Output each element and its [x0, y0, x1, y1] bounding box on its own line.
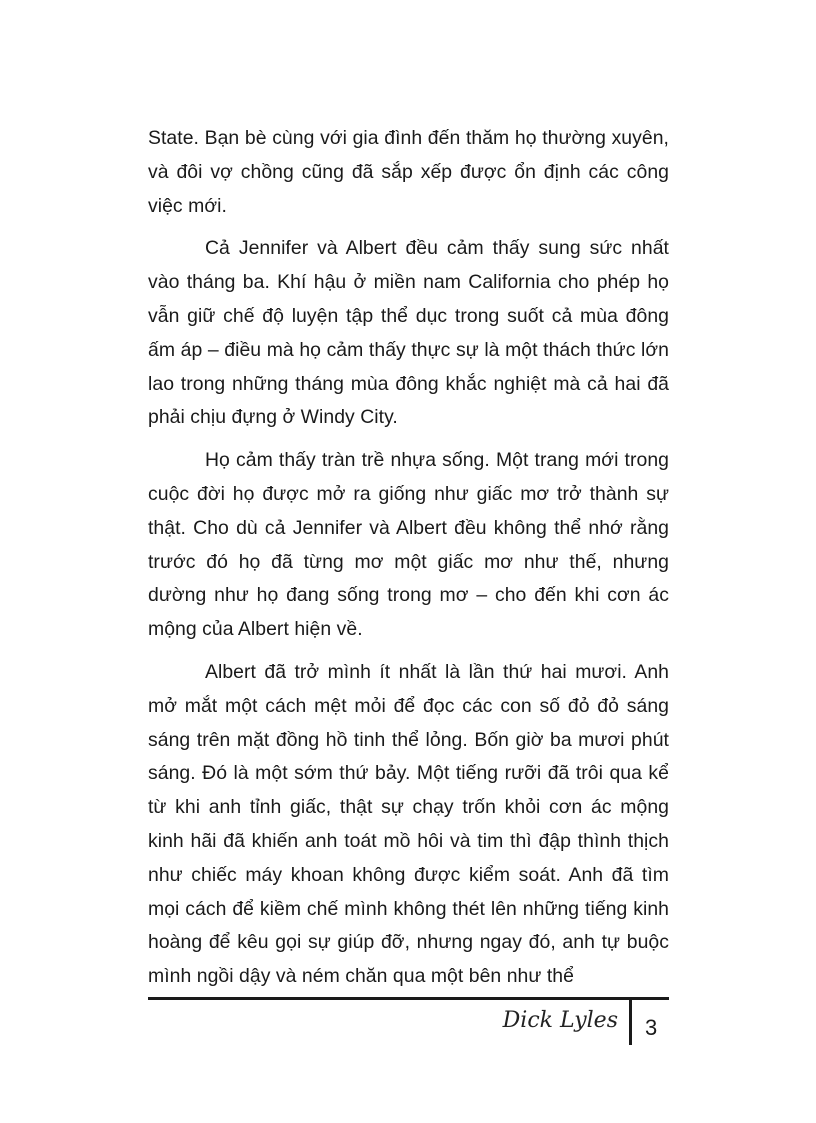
footer-author: Dick Lyles: [502, 1008, 618, 1033]
paragraph-4: Albert đã trở mình ít nhất là lần thứ hai mươi. Anh mở mắt một cách mệt mỏi để đọc các con số đỏ đỏ sáng sáng trên mặt đồng hồ tinh thể lỏng. Bốn giờ ba mươi phút sáng. Đó là một sớm thứ bảy. Một tiếng rưỡi đã trôi qua kể từ khi anh tỉnh giấc, thật sự chạy trốn khỏi cơn ác mộng kinh hãi đã khiến anh toát mồ hôi và tim thì đập thình thịch như chiếc máy khoan không được kiểm soát. Anh đã tìm mọi cách để kiềm chế mình không thét lên những tiếng kinh hoàng để kêu gọi sự giúp đỡ, nhưng ngay đó, anh tự buộc mình ngồi dậy và ném chăn qua một bên như thể: [148, 660, 669, 988]
page-number: 3: [645, 1015, 658, 1040]
footer-divider: [629, 999, 632, 1045]
paragraph-3: Họ cảm thấy tràn trề nhựa sống. Một trang mới trong cuộc đời họ được mở ra giống như giấc mơ trở thành sự thật. Cho dù cả Jennifer và Albert đều không thể nhớ rằng trước đó họ đã từng mơ một giấc mơ như thế, nhưng dường như họ đang sống trong mơ – cho đến khi cơn ác mộng của Albert hiện về.: [148, 449, 669, 641]
paragraph-1: State. Bạn bè cùng với gia đình đến thăm họ thường xuyên, và đôi vợ chồng cũng đã sắp xếp được ổn định các công việc mới.: [148, 127, 669, 217]
paragraph-2: Cả Jennifer và Albert đều cảm thấy sung sức nhất vào tháng ba. Khí hậu ở miền nam California cho phép họ vẫn giữ chế độ luyện tập thể dục trong suốt cả mùa đông ấm áp – điều mà họ cảm thấy thực sự là một thách thức lớn lao trong những tháng mùa đông khắc nghiệt mà cả hai đã phải chịu đựng ở Windy City.: [148, 237, 669, 429]
page-body: [148, 122, 669, 1003]
footer-rule: [148, 997, 669, 1000]
